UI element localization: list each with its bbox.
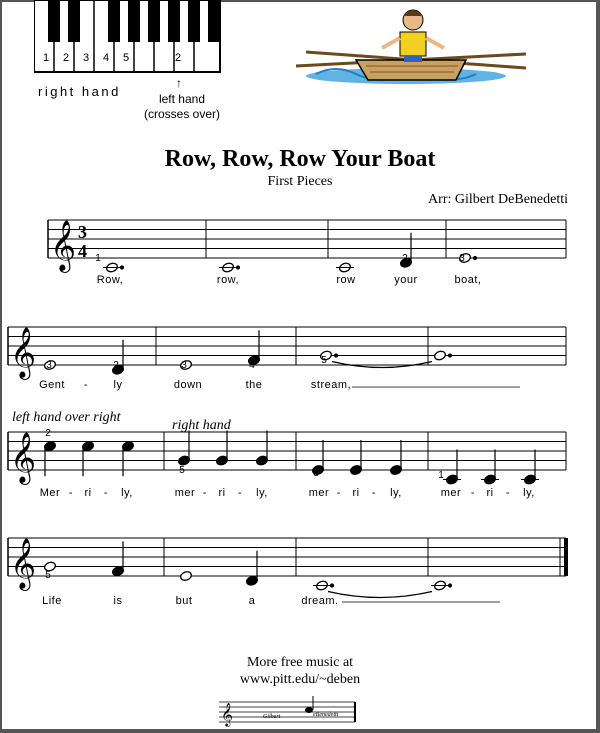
treble-clef-icon: 𝄞 xyxy=(10,432,37,483)
lyric: your xyxy=(394,274,418,286)
treble-clef-icon: 𝄞 xyxy=(10,538,37,589)
annotation-left-hand-over: left hand over right xyxy=(12,410,121,425)
lyric: - xyxy=(371,487,377,499)
footer-line-1: More free music at xyxy=(246,655,354,670)
footer-link[interactable]: www.pitt.edu/~deben xyxy=(239,672,361,687)
lyric: ly, xyxy=(390,487,402,499)
finger-number: 3 xyxy=(459,253,465,264)
lyric: ri xyxy=(218,487,226,499)
finger-number: 1 xyxy=(438,470,444,481)
lyric: stream, xyxy=(310,379,352,391)
finger-number: 5 xyxy=(179,465,185,476)
note-head xyxy=(433,350,446,361)
lyric: row, xyxy=(216,274,240,286)
lyric: Life xyxy=(42,595,62,607)
annotation-right-hand: right hand xyxy=(172,418,231,433)
lyric: Mer xyxy=(39,487,61,499)
lyric: ly, xyxy=(256,487,268,499)
left-hand-label: left hand (crosses over) xyxy=(143,92,220,121)
finger-number: 3 xyxy=(313,468,319,479)
lyric: - xyxy=(336,487,342,499)
key-number-4: 4 xyxy=(103,52,110,64)
finger-number: 1 xyxy=(95,253,101,264)
svg-text:eBenedetti: eBenedetti xyxy=(313,712,339,718)
key-number-3: 3 xyxy=(83,52,90,64)
svg-text:𝄞: 𝄞 xyxy=(221,702,233,726)
finger-number: 2 xyxy=(402,253,408,264)
lyric: row xyxy=(336,274,356,286)
lyric: ly, xyxy=(121,487,133,499)
lyric: ly, xyxy=(523,487,535,499)
lyric: Gent xyxy=(39,379,65,391)
lyric: a xyxy=(248,595,256,607)
lyric: ri xyxy=(486,487,494,499)
finger-number: 5 xyxy=(45,570,51,581)
up-arrow-icon: ↑ xyxy=(176,76,182,90)
lyric: mer xyxy=(440,487,462,499)
finger-number: 2 xyxy=(113,360,119,371)
lyric: Row, xyxy=(96,274,124,286)
time-signature: 4 xyxy=(78,241,87,261)
lyric: ri xyxy=(84,487,92,499)
treble-clef-icon: 𝄞 xyxy=(10,327,37,378)
key-number-2: 2 xyxy=(63,52,70,64)
finger-number: 4 xyxy=(249,360,255,371)
time-signature: 3 xyxy=(78,222,87,242)
lyric: mer xyxy=(174,487,196,499)
lyric: ly xyxy=(113,379,123,391)
lyric: boat, xyxy=(454,274,482,286)
treble-clef-icon: 𝄞 xyxy=(50,220,77,271)
key-number-5: 5 xyxy=(123,52,130,64)
key-number-left: 2 xyxy=(175,52,182,64)
lyric: dream. xyxy=(301,595,339,607)
lyric: mer xyxy=(308,487,330,499)
arranger-credit: Arr: Gilbert DeBenedetti xyxy=(428,192,568,207)
lyric: - xyxy=(83,379,89,391)
note-dot xyxy=(473,256,476,259)
publisher-logo-icon xyxy=(215,694,360,730)
lyric: but xyxy=(175,595,193,607)
note-head xyxy=(179,570,192,581)
lyric: the xyxy=(245,379,263,391)
song-title: Row, Row, Row Your Boat xyxy=(164,146,436,172)
tie xyxy=(328,592,432,598)
lyric: - xyxy=(68,487,74,499)
song-subtitle: First Pieces xyxy=(267,174,333,189)
finger-number: 2 xyxy=(45,428,51,439)
lyric: down xyxy=(173,379,203,391)
lyric: - xyxy=(505,487,511,499)
lyric: is xyxy=(113,595,123,607)
finger-number: 5 xyxy=(321,355,327,366)
lyric: - xyxy=(202,487,208,499)
lyric: - xyxy=(470,487,476,499)
right-hand-label: right hand xyxy=(38,84,121,99)
lyric: ri xyxy=(352,487,360,499)
note-dot xyxy=(448,354,451,357)
key-number-1: 1 xyxy=(43,52,50,64)
finger-number: 3 xyxy=(181,360,187,371)
note-dot xyxy=(334,354,337,357)
svg-text:Gilbert: Gilbert xyxy=(263,714,281,720)
lyric: - xyxy=(237,487,243,499)
finger-number: 3 xyxy=(46,360,52,371)
lyric: - xyxy=(103,487,109,499)
